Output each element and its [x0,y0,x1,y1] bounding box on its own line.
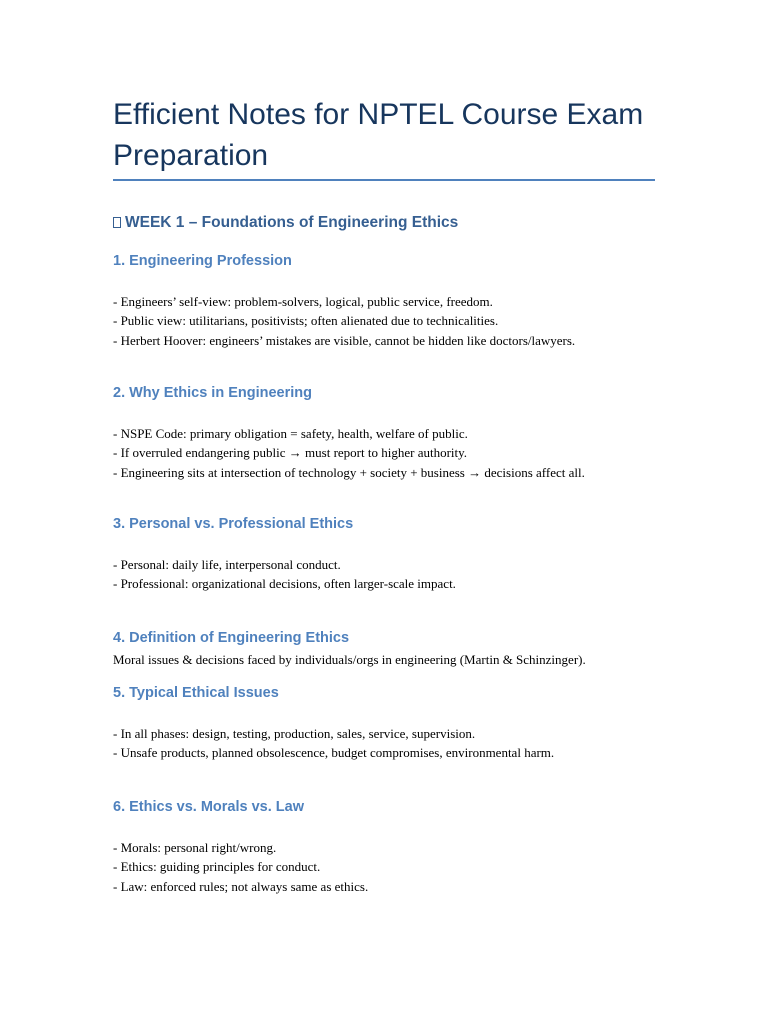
document-title: Efficient Notes for NPTEL Course Exam Preparation [113,98,644,172]
bullet-line: - Law: enforced rules; not always same as ethics. [113,878,369,894]
bullet-line: - Public view: utilitarians, positivists; often alienated due to technicalities. [113,313,499,329]
section-typical-issues [113,683,658,763]
bullet-line: - Unsafe products, planned obsolescence, budget compromises, environmental harm. [113,745,555,761]
bullet-line: - Professional: organizational decisions, often larger-scale impact. [113,576,456,592]
title-underline [113,179,655,181]
bullet-line: - In all phases: design, testing, production, sales, service, supervision. [113,726,476,741]
bullet-line: - Morals: personal right/wrong. [113,840,277,855]
section-engineering-profession [113,251,658,350]
section-body [113,555,658,594]
section-body [113,724,658,763]
bullet-line: - Engineers’ self-view: problem-solvers, logical, public service, freedom. [113,294,493,309]
section-why-ethics [113,383,658,482]
bullet-line: - Personal: daily life, interpersonal conduct. [113,557,341,572]
week-heading [113,213,458,233]
section-heading: 5. Typical Ethical Issues [113,685,279,701]
section-personal-vs-professional [113,514,658,594]
section-heading: 2. Why Ethics in Engineering [113,385,312,401]
section-body [113,292,658,350]
section-heading: 3. Personal vs. Professional Ethics [113,516,354,532]
week-heading-text: WEEK 1 – Foundations of Engineering Ethics [125,214,459,231]
bullet-line: - If overruled endangering public → must report to higher authority. [113,445,468,461]
section-heading: 1. Engineering Profession [113,253,292,269]
bullet-line: - Engineering sits at intersection of technology + society + business → decisions affect all. [113,464,585,480]
section-heading: 4. Definition of Engineering Ethics [113,630,350,646]
missing-glyph-icon [113,217,121,228]
bullet-line: - Ethics: guiding principles for conduct. [113,859,321,875]
section-heading: 6. Ethics vs. Morals vs. Law [113,799,304,815]
bullet-line: - NSPE Code: primary obligation = safety, health, welfare of public. [113,426,468,441]
section-ethics-morals-law [113,797,658,896]
section-definition [113,628,658,669]
section-body [113,838,658,896]
bullet-line: - Herbert Hoover: engineers’ mistakes are visible, cannot be hidden like doctors/lawyers. [113,332,576,348]
definition-line: Moral issues & decisions faced by individuals/orgs in engineering (Martin & Schinzinger). [113,652,586,667]
section-body [113,650,658,669]
section-body [113,424,658,482]
